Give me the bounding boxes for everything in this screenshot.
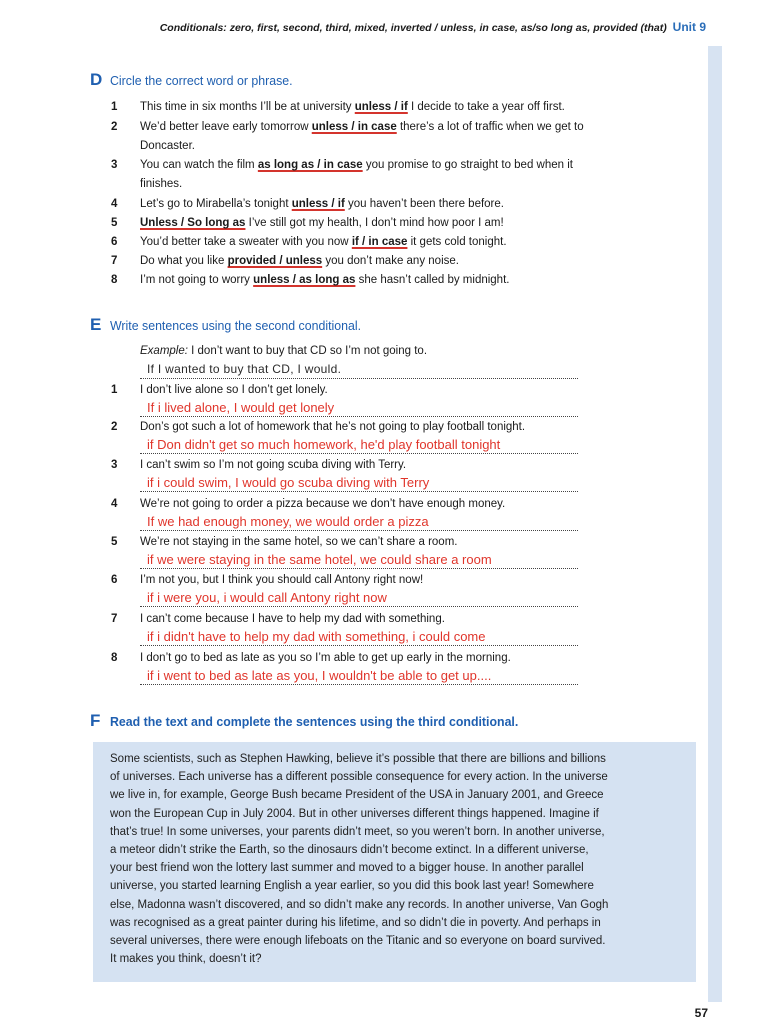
- answer-line[interactable]: [140, 514, 578, 531]
- item-number: 1: [111, 384, 118, 396]
- sentence-text: finishes.: [140, 178, 183, 190]
- text-line: universe, you started learning English a year earlier, so you did this book last year! Somewhere: [110, 880, 594, 893]
- section-f-letter: F: [90, 711, 101, 730]
- section-f-title: Read the text and complete the sentences using the third conditional.: [110, 714, 519, 729]
- item-number: 6: [111, 574, 118, 586]
- prompt-sentence: We’re not going to order a pizza because we don’t have enough money.: [140, 498, 506, 510]
- answer-text: If i lived alone, I would get lonely: [147, 400, 335, 415]
- sentence-text: you promise to go straight to bed when it: [362, 159, 573, 171]
- item-number: 3: [111, 459, 118, 471]
- prompt-sentence: I can’t come because I have to help my dad with something.: [140, 613, 445, 625]
- text-line: It makes you think, doesn’t it?: [110, 953, 262, 966]
- answer-text: if we were staying in the same hotel, we could share a room: [147, 552, 492, 567]
- sentence-text: Let’s go to Mirabella’s tonight: [140, 198, 292, 210]
- example-text: I don’t want to buy that CD so I’m not going to.: [187, 345, 428, 357]
- choice-options[interactable]: provided / unless: [227, 255, 323, 267]
- sentence-line: [140, 236, 507, 248]
- section-d-title: Circle the correct word or phrase.: [110, 73, 293, 88]
- sentence-text: you haven’t been there before.: [344, 198, 504, 210]
- answer-line[interactable]: [140, 552, 578, 569]
- item-number: 5: [111, 536, 118, 548]
- text-line: we live in, for example, George Bush became President of the USA in January 2001, and Greece: [110, 789, 604, 802]
- choice-options[interactable]: Unless / So long as: [140, 217, 246, 229]
- sentence-text: We’d better leave early tomorrow: [140, 121, 312, 133]
- sentence-line: [140, 198, 504, 210]
- prompt-sentence: I’m not you, but I think you should call Antony right now!: [140, 574, 424, 586]
- prompt-sentence: Don’s got such a lot of homework that he’s not going to play football tonight.: [140, 421, 526, 433]
- sentence-text: I’ve still got my health, I don’t mind how poor I am!: [245, 217, 504, 229]
- choice-options[interactable]: unless / in case: [311, 121, 397, 133]
- answer-text: If we had enough money, we would order a pizza: [147, 514, 429, 529]
- example-answer: If I wanted to buy that CD, I would.: [147, 362, 342, 376]
- sentence-line: [140, 159, 573, 171]
- answer-text: if i didn't have to help my dad with something, i could come: [147, 629, 486, 644]
- sentence-text: it gets cold tonight.: [407, 236, 507, 248]
- sentence-text: there’s a lot of traffic when we get to: [396, 121, 584, 133]
- section-e-letter: E: [90, 315, 102, 334]
- sentence-text: Doncaster.: [140, 140, 195, 152]
- sentence-text: I decide to take a year off first.: [407, 101, 565, 113]
- item-number: 7: [111, 613, 118, 625]
- section-e-title: Write sentences using the second conditional.: [110, 318, 362, 333]
- text-line: Some scientists, such as Stephen Hawking, believe it’s possible that there are billions and billions: [110, 753, 606, 765]
- example-answer-line: [140, 362, 578, 379]
- example-line: [140, 345, 427, 357]
- item-number: 5: [111, 217, 118, 229]
- answer-text: if i were you, i would call Antony right now: [147, 590, 387, 605]
- answer-line[interactable]: [140, 629, 578, 646]
- item-number: 3: [111, 159, 118, 171]
- choice-options[interactable]: unless / as long as: [253, 274, 356, 286]
- item-number: 2: [111, 121, 118, 133]
- running-header: [160, 20, 706, 34]
- choice-options[interactable]: as long as / in case: [257, 159, 363, 171]
- choice-options[interactable]: unless / if: [354, 101, 408, 113]
- sentence-line: [140, 101, 565, 113]
- item-number: 1: [111, 101, 118, 113]
- answer-text: if i went to bed as late as you, I wouldn't be able to get up....: [147, 668, 492, 683]
- item-number: 8: [111, 274, 118, 286]
- sentence-text: you don’t make any noise.: [322, 255, 459, 267]
- example-label: Example:: [140, 345, 188, 357]
- text-line: of universes. Each universe has a different possible consequence for every action. In the universe: [110, 771, 608, 784]
- text-line: was recognised as a great painter during his lifetime, and so didn’t die in poverty. And perhaps in: [110, 916, 601, 929]
- sentence-line: [140, 255, 459, 267]
- item-number: 4: [111, 198, 118, 210]
- sentence-text: You’d better take a sweater with you now: [140, 236, 352, 248]
- reading-text: [110, 750, 690, 968]
- answer-text: if i could swim, I would go scuba diving with Terry: [147, 475, 430, 490]
- answer-line[interactable]: [140, 668, 578, 685]
- page-number: 57: [694, 1006, 708, 1020]
- choice-options[interactable]: unless / if: [291, 198, 345, 210]
- answer-line[interactable]: [140, 590, 578, 607]
- section-d-letter: D: [90, 70, 103, 89]
- sentence-text: You can watch the film: [140, 159, 258, 171]
- sentence-text: she hasn’t called by midnight.: [355, 274, 510, 286]
- text-line: a meteor didn’t strike the Earth, so the dinosaurs didn’t become extinct. In a different universe,: [110, 844, 589, 857]
- item-number: 2: [111, 421, 118, 433]
- text-line: several universes, there were enough lifeboats on the Titanic and so everyone on board survived.: [110, 935, 606, 948]
- answer-line[interactable]: [140, 475, 578, 492]
- item-number: 4: [111, 498, 118, 510]
- sentence-line: [140, 217, 504, 229]
- sentence-line: [140, 140, 195, 152]
- sentence-text: Do what you like: [140, 255, 228, 267]
- text-line: else, Madonna wasn’t discovered, and so didn’t make any records. In another universe, Van Gogh: [110, 898, 609, 911]
- prompt-sentence: We’re not staying in the same hotel, so we can’t share a room.: [140, 536, 458, 548]
- choice-options[interactable]: if / in case: [351, 236, 408, 248]
- unit-label: Unit 9: [672, 20, 706, 34]
- item-number: 6: [111, 236, 118, 248]
- prompt-sentence: I can’t swim so I’m not going scuba diving with Terry.: [140, 459, 407, 471]
- text-line: your best friend won the lottery last summer and moved to a bigger house. In another parallel: [110, 862, 584, 875]
- sentence-line: [140, 274, 509, 286]
- sentence-line: [140, 121, 584, 133]
- prompt-sentence: I don’t go to bed as late as you so I’m able to get up early in the morning.: [140, 652, 511, 664]
- item-number: 7: [111, 255, 118, 267]
- prompt-sentence: I don’t live alone so I don’t get lonely.: [140, 384, 328, 396]
- answer-text: if Don didn't get so much homework, he'd play football tonight: [147, 437, 501, 452]
- sentence-line: [140, 178, 182, 190]
- answer-line[interactable]: [140, 437, 578, 454]
- header-title: Conditionals: zero, first, second, third, mixed, inverted / unless, in case, as/so long as, provided (that): [159, 22, 667, 34]
- sentence-text: This time in six months I’ll be at university: [140, 101, 355, 113]
- sentence-text: I’m not going to worry: [140, 274, 254, 286]
- item-number: 8: [111, 652, 118, 664]
- answer-line[interactable]: [140, 400, 578, 417]
- text-line: won the European Cup in July 2004. But in other universes different things happened. Imagine if: [110, 807, 599, 820]
- text-line: that’s true! In some universes, your parents didn’t meet, so you weren’t born. In another universe,: [110, 825, 605, 838]
